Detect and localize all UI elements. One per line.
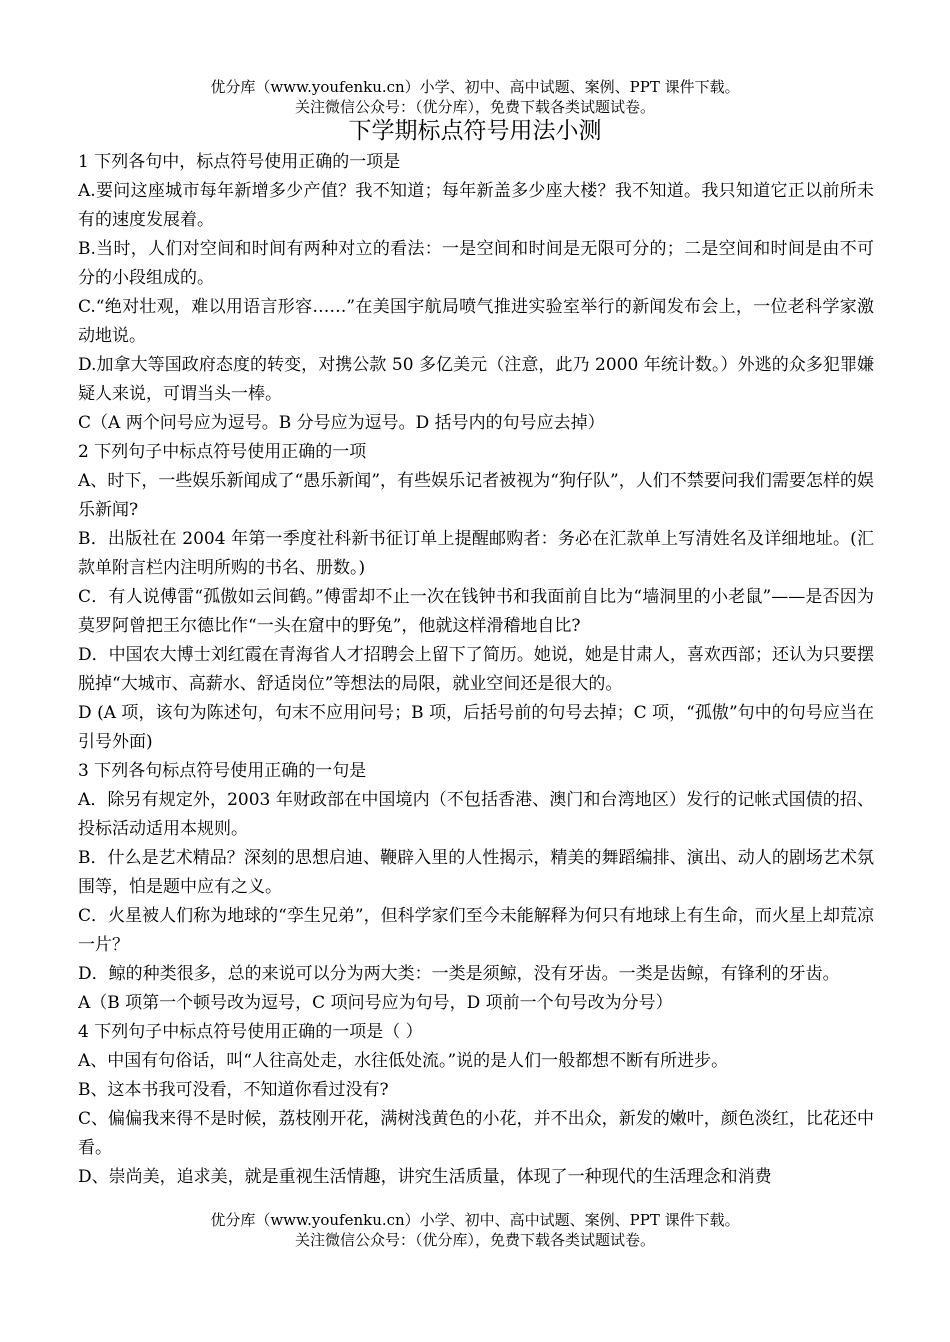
footer-line-2: 关注微信公众号：（优分库），免费下载各类试题试卷。 [294, 1231, 655, 1249]
paragraph: B．什么是艺术精品？深刻的思想启迪、鞭辟入里的人性揭示，精美的舞蹈编排、演出、动人的剧场艺术氛围等，怕是题中应有之义。 [78, 848, 874, 897]
paragraph: C（A 两个问号应为逗号。B 分号应为逗号。D 括号内的句号应去掉） [78, 413, 605, 433]
page-title: 下学期标点符号用法小测 [348, 118, 602, 144]
paragraph: B.当时，人们对空间和时间有两种对立的看法：一是空间和时间是无限可分的；二是空间和时间是由不可分的小段组成的。 [78, 239, 874, 288]
paragraph: A、时下，一些娱乐新闻成了“愚乐新闻”，有些娱乐记者被视为“狗仔队”，人们不禁要问我们需要怎样的娱乐新闻? [78, 471, 874, 520]
paragraph: B．出版社在 2004 年第一季度社科新书征订单上提醒邮购者：务必在汇款单上写清姓名及详细地址。(汇款单附言栏内注明所购的书名、册数。) [78, 529, 874, 578]
paragraph: C.“绝对壮观，难以用语言形容……”在美国宇航局喷气推进实验室举行的新闻发布会上，一位老科学家激动地说。 [78, 297, 874, 346]
paragraph: 4 下列句子中标点符号使用正确的一项是（ ） [78, 1022, 423, 1042]
paragraph: 3 下列各句标点符号使用正确的一句是 [78, 761, 367, 781]
header-line-2: 关注微信公众号：（优分库），免费下载各类试题试卷。 [294, 98, 655, 116]
paragraph: A．除另有规定外，2003 年财政部在中国境内（不包括香港、澳门和台湾地区）发行的记帐式国债的招、投标活动适用本规则。 [78, 790, 874, 839]
header-line-1: 优分库（www.youfenku.cn）小学、初中、高中试题、案例、PPT 课件下载。 [210, 78, 740, 96]
paragraph: A、中国有句俗话，叫“人往高处走，水往低处流。”说的是人们一般都想不断有所进步。 [78, 1051, 729, 1071]
paragraph: 2 下列句子中标点符号使用正确的一项 [78, 442, 367, 462]
paragraph: C．火星被人们称为地球的“孪生兄弟”，但科学家们至今未能解释为何只有地球上有生命，而火星上却荒凉一片？ [78, 906, 874, 955]
document-body [78, 148, 874, 1210]
paragraph: A.要问这座城市每年新增多少产值？我不知道；每年新盖多少座大楼？我不知道。我只知道它正以前所未有的速度发展着。 [78, 181, 874, 230]
paragraph: B、这本书我可没看，不知道你看过没有? [78, 1080, 389, 1100]
paragraph: C．有人说傅雷“孤傲如云间鹤。”傅雷却不止一次在钱钟书和我面前自比为“墙洞里的小老鼠”——是否因为莫罗阿曾把王尔德比作“一头在窟中的野兔”，他就这样滑稽地自比? [78, 587, 874, 636]
paragraph: D (A 项，该句为陈述句，句末不应用问号；B 项，后括号前的句号去掉；C 项，“孤傲”句中的句号应当在引号外面) [78, 703, 874, 752]
paragraph: C、偏偏我来得不是时候，荔枝刚开花，满树浅黄色的小花，并不出众，新发的嫩叶，颜色淡红，比花还中看。 [78, 1109, 874, 1158]
paragraph: 1 下列各句中，标点符号使用正确的一项是 [78, 152, 401, 172]
paragraph: D．鲸的种类很多，总的来说可以分为两大类：一类是须鲸，没有牙齿。一类是齿鲸，有锋利的牙齿。 [78, 964, 840, 984]
paragraph: D.加拿大等国政府态度的转变，对携公款 50 多亿美元（注意，此乃 2000 年统计数。）外逃的众多犯罪嫌疑人来说，可谓当头一棒。 [78, 355, 874, 404]
footer-line-1: 优分库（www.youfenku.cn）小学、初中、高中试题、案例、PPT 课件下载。 [210, 1211, 740, 1229]
paragraph: A（B 项第一个顿号改为逗号，C 项问号应为句号，D 项前一个句号改为分号） [78, 993, 673, 1013]
paragraph: D．中国农大博士刘红霞在青海省人才招聘会上留下了简历。她说，她是甘肃人，喜欢西部；还认为只要摆脱掉“大城市、高薪水、舒适岗位”等想法的局限，就业空间还是很大的。 [78, 645, 874, 694]
paragraph: D、崇尚美，追求美，就是重视生活情趣，讲究生活质量，体现了一种现代的生活理念和消费 [78, 1167, 772, 1187]
